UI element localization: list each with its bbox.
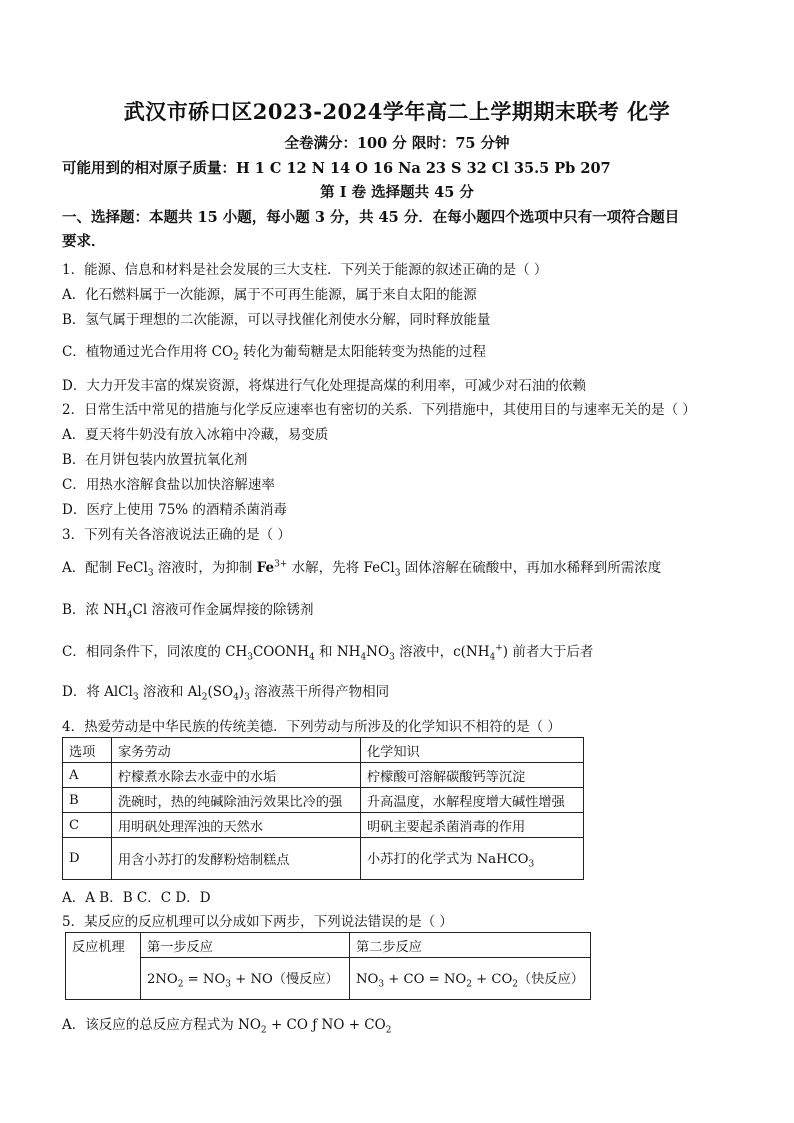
- q4-row-d-option: D: [63, 838, 112, 880]
- q4-row-b-option: B: [63, 788, 112, 813]
- table-row: [63, 763, 584, 788]
- q3-option-b: B．浓 $NH_4Cl$ 溶液可作金属焊接的除锈剂: [62, 602, 314, 621]
- q5-step1-title: 第一步反应: [141, 933, 350, 958]
- q1-stem: 1．能源、信息和材料是社会发展的三大支柱．下列关于能源的叙述正确的是（ ）: [62, 262, 548, 278]
- q4-row-c-option: C: [63, 813, 112, 838]
- q5-table: [65, 932, 591, 1000]
- score-line: 全卷满分：100 分 限时：75 分钟: [284, 135, 510, 152]
- q1-option-c: C．植物通过光合作用将 $CO_2$ 转化为葡萄糖是太阳能转变为热能的过程: [62, 344, 487, 363]
- table-row: [63, 788, 584, 813]
- q5-step1-equation: $2NO_2 = NO_3 + NO$（慢反应）: [141, 958, 350, 1000]
- q3-option-c: C．相同条件下，同浓度的 $CH_3COONH_4$ 和 $NH_4NO_3$ 溶液中，$c(NH_4^+)$ 前者大于后者: [62, 643, 594, 663]
- q3-stem: 3．下列有关各溶液说法正确的是（ ）: [62, 527, 291, 543]
- q4-row-a-option: A: [63, 763, 112, 788]
- q4-table-header: [63, 738, 584, 763]
- table-row: [66, 958, 591, 1000]
- q4-row-c-chemistry: 明矾主要起杀菌消毒的作用: [361, 813, 584, 838]
- q4-options: A．A B．B C．C D．D: [62, 890, 211, 906]
- q5-option-a: A．该反应的总反应方程式为 $NO_2$ + CO ƒ NO + $CO_2$: [62, 1017, 392, 1036]
- q1-option-d: D．大力开发丰富的煤炭资源，将煤进行气化处理提高煤的利用率，可减少对石油的依赖: [62, 378, 586, 394]
- q2-option-a: A．夏天将牛奶没有放入冰箱中冷藏，易变质: [62, 427, 329, 443]
- q4-row-a-chemistry: 柠檬酸可溶解碳酸钙等沉淀: [361, 763, 584, 788]
- instructions-line-2: 要求．: [62, 233, 106, 250]
- q2-stem: 2．日常生活中常见的措施与化学反应速率也有密切的关系．下列措施中，其使用目的与速率无关的是（ ）: [62, 402, 696, 418]
- q4-row-a-housework: 柠檬煮水除去水壶中的水垢: [112, 763, 361, 788]
- table-row: [66, 933, 591, 958]
- q3-option-a: A．配制 FeCl$_3$ 溶液时，为抑制 $Fe^{3+}$ 水解，先将 FeCl$_3$ 固体溶解在硫酸中，再加水稀释到所需浓度: [62, 559, 662, 579]
- q4-stem: 4．热爱劳动是中华民族的传统美德．下列劳动与所涉及的化学知识不相符的是（ ）: [62, 719, 561, 735]
- q4-header-option: 选项: [63, 738, 112, 763]
- q3-option-d: D．将 AlCl$_3$ 溶液和 $Al_2(SO_4)_3$ 溶液蒸干所得产物相同: [62, 684, 390, 703]
- q4-row-d-housework: 用含小苏打的发酵粉焙制糕点: [112, 838, 361, 880]
- q4-row-b-chemistry: 升高温度，水解程度增大碱性增强: [361, 788, 584, 813]
- q1-option-a: A．化石燃料属于一次能源，属于不可再生能源，属于来自太阳的能源: [62, 287, 477, 303]
- table-row: [63, 813, 584, 838]
- q5-step2-title: 第二步反应: [350, 933, 591, 958]
- q2-option-c: C．用热水溶解食盐以加快溶解速率: [62, 477, 275, 493]
- instructions-line-1: 一、选择题：本题共 15 小题，每小题 3 分，共 45 分．在每小题四个选项中只有一项符合题目: [62, 209, 680, 226]
- q2-option-d: D．医疗上使用 75% 的酒精杀菌消毒: [62, 502, 287, 518]
- q1-option-b: B．氢气属于理想的二次能源，可以寻找催化剂使水分解，同时释放能量: [62, 312, 491, 328]
- q4-row-d-chemistry: 小苏打的化学式为 NaHCO$_3$: [361, 838, 584, 880]
- table-row: [63, 838, 584, 880]
- q4-header-housework: 家务劳动: [112, 738, 361, 763]
- q5-stem: 5．某反应的反应机理可以分成如下两步，下列说法错误的是（ ）: [62, 914, 453, 930]
- exam-title: 武汉市硚口区2023-2024学年高二上学期期末联考 化学: [123, 99, 671, 124]
- q4-row-c-housework: 用明矾处理浑浊的天然水: [112, 813, 361, 838]
- q5-step2-equation: $NO_3$ + CO = $NO_2 + CO_2$（快反应）: [350, 958, 591, 1000]
- q4-table: [62, 737, 584, 880]
- q4-header-chemistry: 化学知识: [361, 738, 584, 763]
- section-heading: 第 I 卷 选择题共 45 分: [320, 184, 474, 201]
- q4-row-b-housework: 洗碗时，热的纯碱除油污效果比冷的强: [112, 788, 361, 813]
- q5-mechanism-label: 反应机理: [66, 933, 141, 1000]
- atomic-masses: 可能用到的相对原子质量：H 1 C 12 N 14 O 16 Na 23 S 32 Cl 35.5 Pb 207: [62, 160, 611, 177]
- q2-option-b: B．在月饼包装内放置抗氧化剂: [62, 452, 248, 468]
